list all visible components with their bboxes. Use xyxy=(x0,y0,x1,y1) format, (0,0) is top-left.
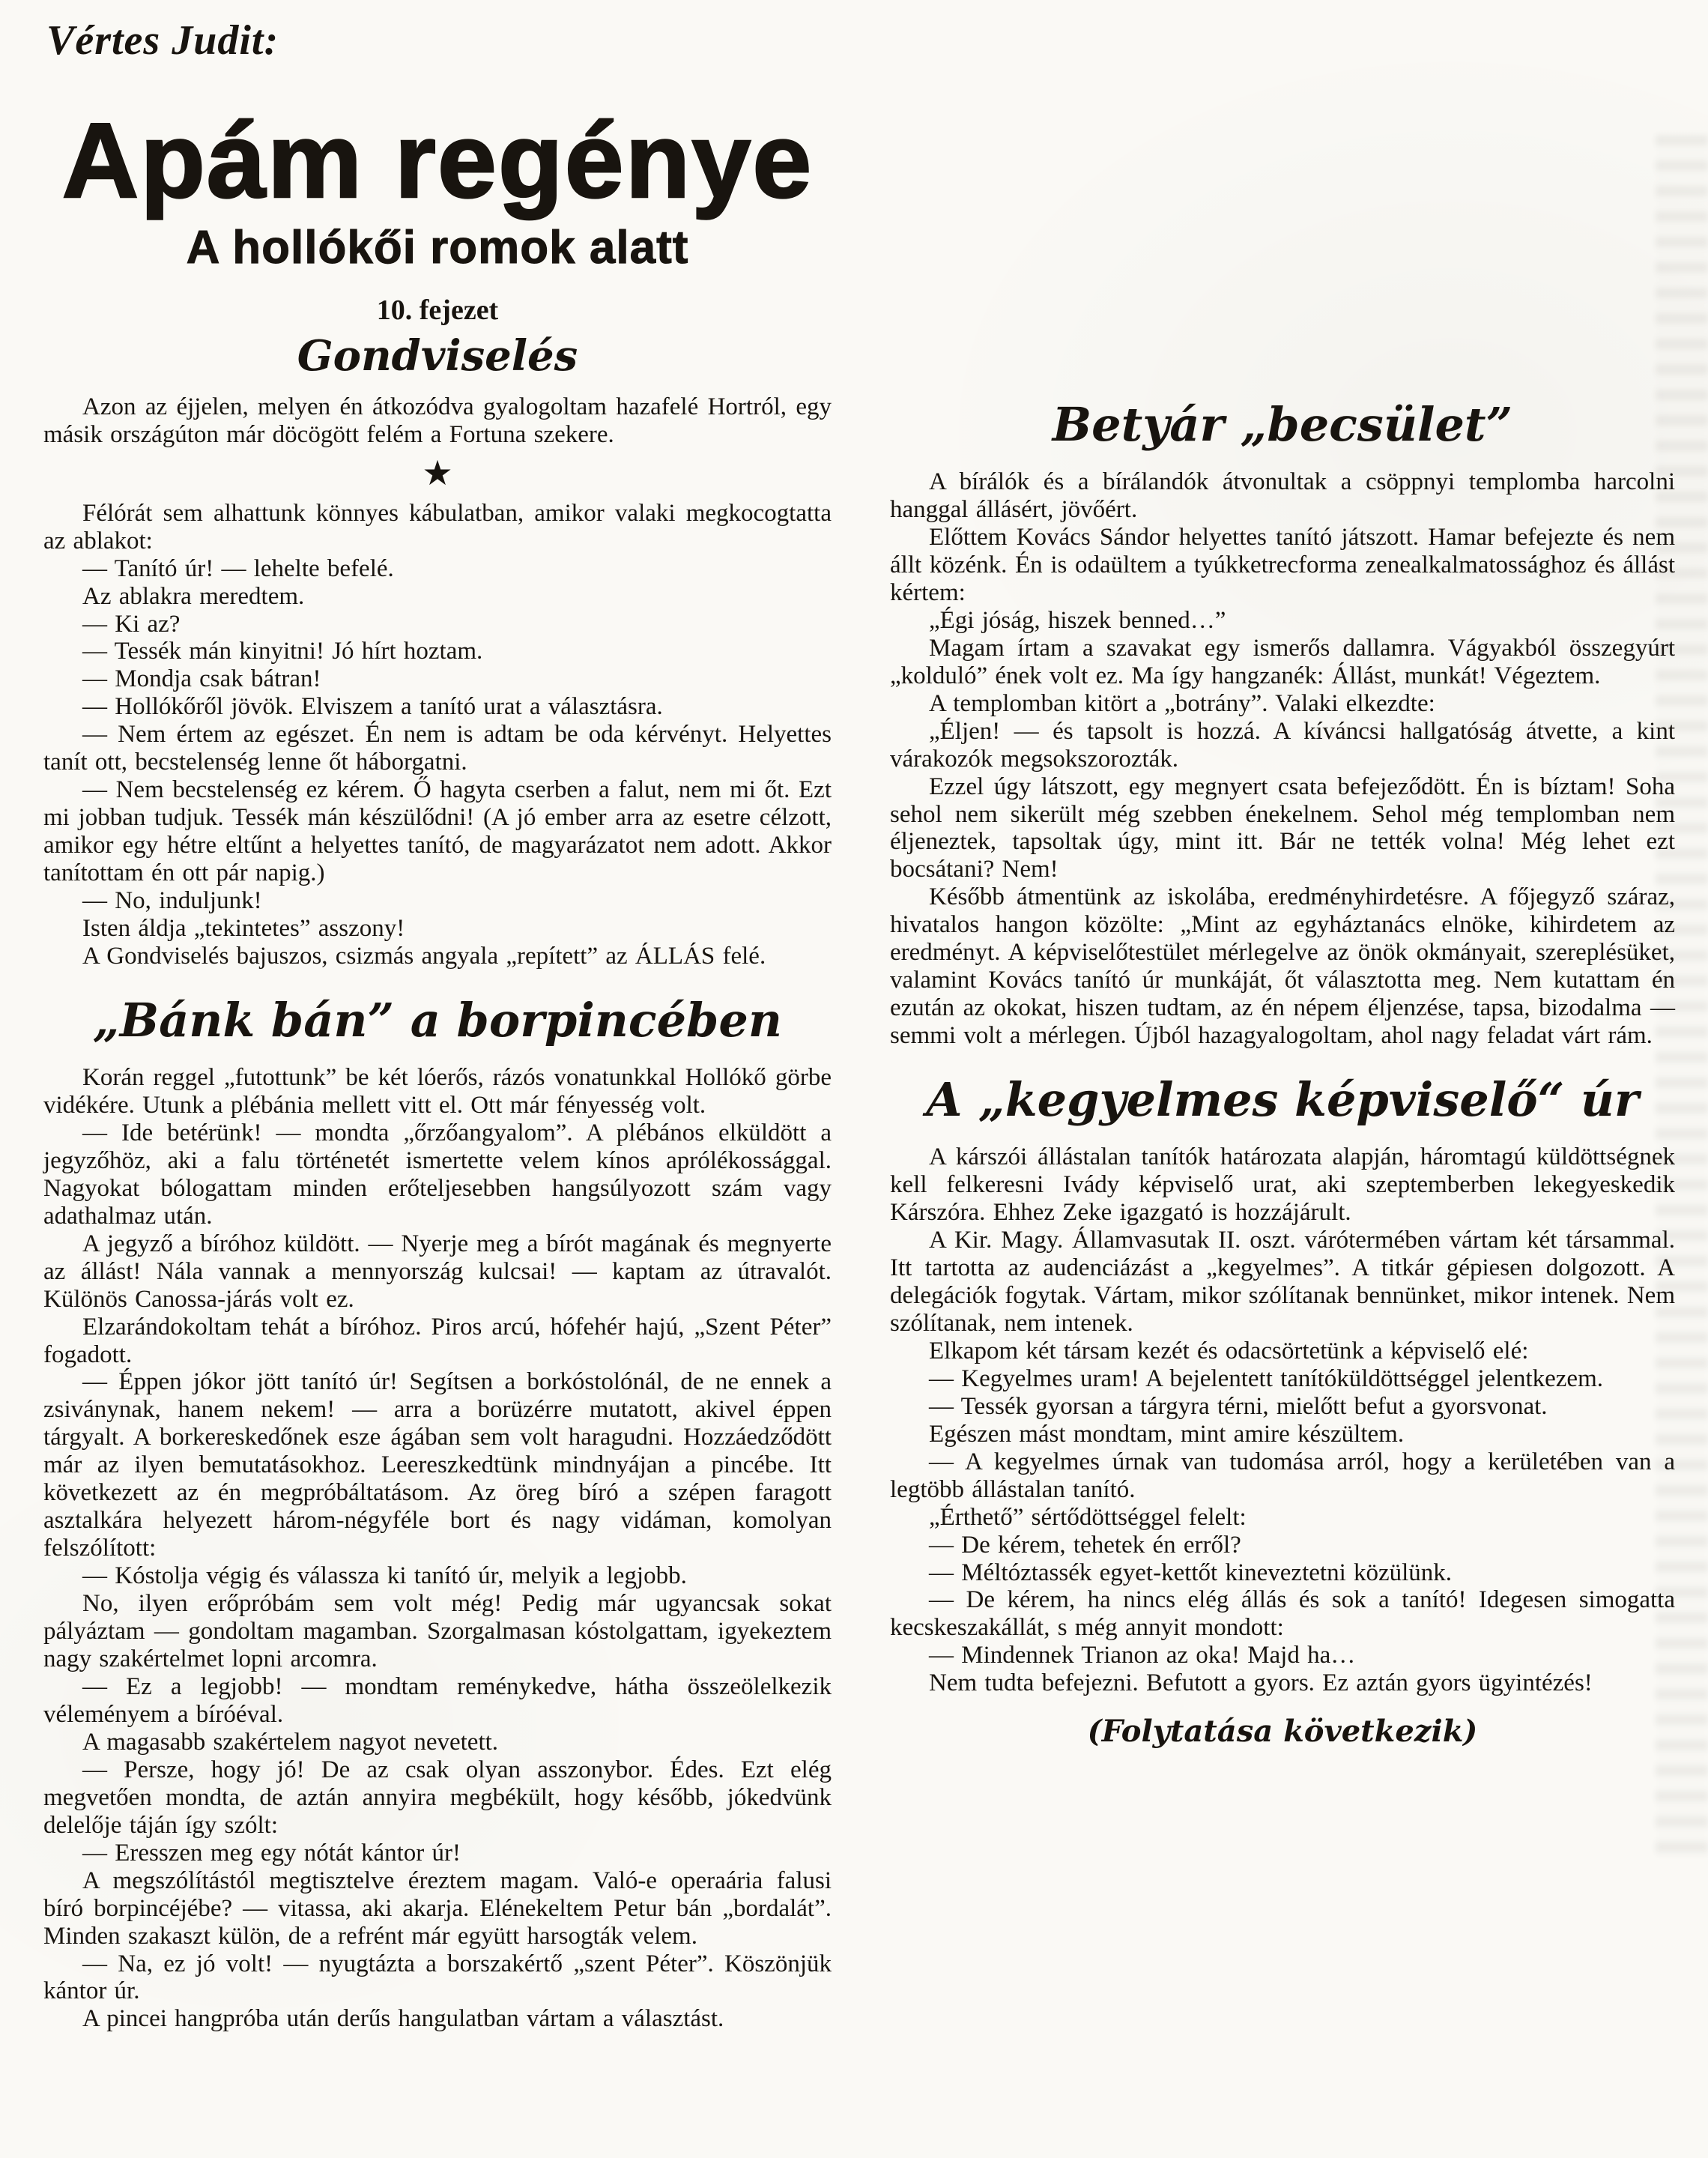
left-column xyxy=(43,12,832,2033)
paragraph: Isten áldja „tekintetes” asszony! xyxy=(82,915,405,942)
paragraph: A kárszói állástalan tanítók határozata alapján, háromtagú küldöttségnek kell felkeresni Ivády képviselő urat, aki szeptemberben lekegyeskedik Kárszóra. Ehhez Zeke igazgató is hozzájárult. xyxy=(890,1143,1675,1227)
paragraph: — Éppen jókor jött tanító úr! Segítsen a borkóstolónál, de ne ennek a zsiványnak, hanem nekem! — arra a borüzérre mutatott, akivel éppen tárgyalt. A borkereskedőnek esze ágában sem volt haragudni. Hozzáedződött már az ilyen bemutatásokhoz. Leereszkedtünk mindnyájan a pincébe. Itt következett az én megpróbáltatásom. Az öreg bíró a szépen faragott asztalkára helyezett három-négyféle bort és nagy vidáman, komolyan felszólított: xyxy=(43,1368,832,1562)
paragraph: — Tanító úr! — lehelte befelé. xyxy=(82,554,394,582)
paragraph: A templomban kitört a „botrány”. Valaki elkezdte: xyxy=(929,689,1435,717)
paragraph: — Persze, hogy jó! De az csak olyan asszonybor. Édes. Ezt elég megvetően mondta, de aztán annyira megbékült, hogy később, jókedvünk delelője táján így szólt: xyxy=(43,1756,832,1839)
section-heading-bank-ban: „Bánk bán” a borpincében xyxy=(93,992,782,1048)
article-title: Apám regénye xyxy=(61,101,814,220)
paragraph: — Ki az? xyxy=(82,610,181,638)
paragraph: A bírálók és a bírálandók átvonultak a csöppnyi templomba harcolni hanggal állásért, jövőért. xyxy=(890,468,1675,524)
paragraph: Egészen mást mondtam, mint amire készültem. xyxy=(929,1420,1405,1448)
paragraph: Azon az éjjelen, melyen én átkozódva gyalogoltam hazafelé Hortról, egy másik országúton már döcögött felém a Fortuna szekere. xyxy=(43,393,832,448)
paragraph: „Érthető” sértődöttséggel felelt: xyxy=(929,1503,1247,1531)
paragraph: — Na, ez jó volt! — nyugtázta a borszakértő „szent Péter”. Köszönjük kántor úr. xyxy=(43,1950,832,2005)
paragraph: Elzarándokoltam tehát a bíróhoz. Piros arcú, hófehér hajú, „Szent Péter” fogadott. xyxy=(43,1313,832,1368)
paragraph: Félórát sem alhattunk könnyes kábulatban, amikor valaki megkocogtatta az ablakot: xyxy=(43,499,832,554)
paragraph: „Égi jóság, hiszek benned…” xyxy=(929,606,1226,634)
left-column-intro xyxy=(43,393,832,449)
paragraph: — No, induljunk! xyxy=(82,887,262,915)
paragraph: — Méltóztassék egyet-kettőt kineveztetni közülünk. xyxy=(929,1559,1453,1586)
paragraph: „Éljen! — és tapsolt is hozzá. A kíváncsi hallgatóság átvette, a kint várakozók megsokszorozták. xyxy=(890,717,1675,773)
paragraph: — De kérem, ha nincs elég állás és sok a tanító! Idegesen simogatta kecskeszakállát, s még annyit mondott: xyxy=(890,1586,1675,1642)
paragraph: Később átmentünk az iskolába, eredményhirdetésre. A főjegyző száraz, hivatalos hangon közölte: „Mint az egyháztanács elnöke, kihirdetem az eredményt. A képviselőtestület mérlegelve az önök okmányait, szereplésüket, valamint Kovács tanító úr munkáját, őt választotta meg. Nem kutattam én ezután az okokat, hiszen tudtam, az én népem éljenzése, tapsa, bizodalma — semmi volt a mérlegen. Újból hazagyalogoltam, ahol nagy feladat várt rám. xyxy=(890,883,1675,1050)
paragraph: Ezzel úgy látszott, egy megnyert csata befejeződött. Én is bíztam! Soha sehol nem sikerült még szebben énekelnem. Sehol még templomban nem éljeneztek, tapsoltak úgy, mint itt. Bár ne tették volna! Még lehet ezt bocsátani? Nem! xyxy=(890,773,1675,883)
paragraph: — Kóstolja végig és válassza ki tanító úr, melyik a legjobb. xyxy=(82,1562,687,1590)
paragraph: — Ide betérünk! — mondta „őrzőangyalom”. A plébános elküldött a jegyzőhöz, aki a falu történetét ismertette velem kínos aprólékossággal. Nagyokat bólogattam minden erőteljesebben hangsúlyozott szám vagy adathalmaz után. xyxy=(43,1119,832,1230)
article-subtitle: A hollókői romok alatt xyxy=(186,222,689,273)
paragraph: Magam írtam a szavakat egy ismerős dallamra. Vágyakból összegyúrt „kolduló” ének volt ez. Ma így hangzanék: Állást, munkát! Végeztem. xyxy=(890,634,1675,689)
right-column xyxy=(890,375,1675,1749)
paragraph: No, ilyen erőpróbám sem volt még! Pedig már ugyancsak sokat pályáztam — gondoltam magamban. Szorgalmasan kóstolgattam, igyekeztem nagy szakértelmet lopni arcomra. xyxy=(43,1590,832,1673)
paragraph: — Hollókőről jövök. Elviszem a tanító urat a választásra. xyxy=(82,693,663,721)
star-divider-icon: ★ xyxy=(422,453,453,492)
paragraph: A jegyző a bíróhoz küldött. — Nyerje meg a bírót magának és megnyerte az állást! Nála vannak a mennyország kulcsai! — kaptam az útravalót. Különös Canossa-járás volt ez. xyxy=(43,1230,832,1313)
paragraph: Elkapom két társam kezét és odacsörtetünk a képviselő elé: xyxy=(929,1337,1529,1364)
paragraph: A magasabb szakértelem nagyot nevetett. xyxy=(82,1728,499,1756)
paragraph: Nem tudta befejezni. Befutott a gyors. Ez aztán gyors ügyintézés! xyxy=(929,1669,1593,1697)
paragraph: — Nem becstelenség ez kérem. Ő hagyta cserben a falut, nem mi őt. Ezt mi jobban tudjuk. Tessék mán készülődni! (A jó ember arra az esetre célzott, amikor egy hétre eltűnt a helyettes tanító, de magyarázatot nem adott. Akkor tanítottam én ott pár napig.) xyxy=(43,776,832,887)
paragraph: — Mindennek Trianon az oka! Majd ha… xyxy=(929,1642,1356,1669)
author-byline: Vértes Judit: xyxy=(46,17,279,64)
paragraph: — Kegyelmes uram! A bejelentett tanítóküldöttséggel jelentkezem. xyxy=(929,1364,1603,1392)
section-heading-gondviseles: Gondviselés xyxy=(297,331,578,381)
continuation-note: (Folytatása következik) xyxy=(1087,1714,1478,1750)
paragraph: — Eresszen meg egy nótát kántor úr! xyxy=(82,1839,461,1867)
section-heading-betyar-becsulet: Betyár „becsület” xyxy=(1052,397,1513,452)
paragraph: — Ez a legjobb! — mondtam reménykedve, hátha összeölelkezik véleményem a bíróéval. xyxy=(43,1672,832,1728)
chapter-label: 10. fejezet xyxy=(376,294,499,326)
paragraph: Előttem Kovács Sándor helyettes tanító játszott. Hamar befejezte és nem állt közénk. Én is odaültem a tyúkketrecforma zenealkalmatossághoz és állást kértem: xyxy=(890,524,1675,606)
paragraph: — De kérem, tehetek én erről? xyxy=(929,1531,1241,1559)
paragraph: A megszólítástól megtisztelve éreztem magam. Való-e operaária falusi bíró borpincéjébe? — vitassa, aki akarja. Elénekeltem Petur bán „bordalát”. Minden szakaszt külön, de a refrént már együtt harsogták velem. xyxy=(43,1867,832,1950)
right-column-kegyelmes-text xyxy=(890,1143,1675,1697)
paragraph: Korán reggel „futottunk” be két lóerős, rázós vonatunkkal Hollókő görbe vidékére. Utunk a plébánia mellett vitt el. Ott már fényesség volt. xyxy=(43,1064,832,1119)
right-column-betyar-text xyxy=(890,468,1675,1050)
paragraph: — Tessék mán kinyitni! Jó hírt hoztam. xyxy=(82,638,483,665)
paragraph: — A kegyelmes úrnak van tudomása arról, hogy a kerületében van a legtöbb állástalan tanító. xyxy=(890,1448,1675,1503)
paragraph: A Gondviselés bajuszos, csizmás angyala „repített” az ÁLLÁS felé. xyxy=(82,942,766,970)
left-column-bank-ban-text xyxy=(43,1064,832,2033)
paragraph: — Nem értem az egészet. Én nem is adtam be oda kérvényt. Helyettes tanít ott, becstelenség lenne őt háborgatni. xyxy=(43,721,832,776)
paragraph: A pincei hangpróba után derűs hangulatban vártam a választást. xyxy=(82,2005,724,2033)
paragraph: A Kir. Magy. Államvasutak II. oszt. várótermében vártam két társammal. Itt tartotta az audenciázást a „kegyelmes”. A titkár gépiesen dolgozott. A delegációk fogytak. Vártam, mikor szólítanak bennünket, mikor intenek. Nem szólítanak, nem intenek. xyxy=(890,1227,1675,1337)
left-column-dialogue xyxy=(43,500,832,970)
paragraph: — Mondja csak bátran! xyxy=(82,665,321,693)
section-heading-kegyelmes-kepviselo: A „kegyelmes képviselő“ úr xyxy=(926,1072,1639,1128)
paragraph: Az ablakra meredtem. xyxy=(82,582,305,610)
paragraph: — Tessék gyorsan a tárgyra térni, mielőtt befut a gyorsvonat. xyxy=(929,1392,1548,1420)
